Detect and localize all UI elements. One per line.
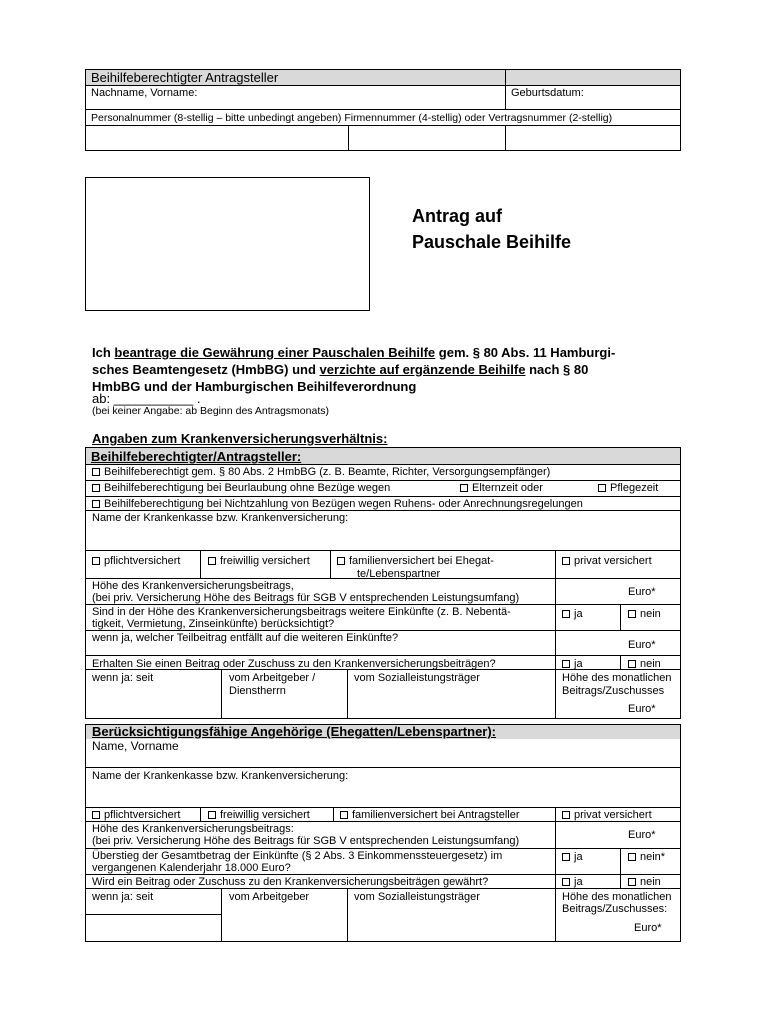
start-date-note: (bei keiner Angabe: ab Beginn des Antragsmonats) xyxy=(92,405,329,417)
option-family[interactable]: familienversichert bei Ehegat- xyxy=(337,555,494,567)
partial-contribution-euro[interactable]: Euro* xyxy=(628,639,656,651)
dep-subsidy-amount-label: Höhe des monatlichen xyxy=(562,891,672,903)
birth-date-field[interactable] xyxy=(506,86,680,108)
option-suspension[interactable]: Beihilfeberechtigung bei Nichtzahlung von Bezügen wegen Ruhens- oder Anrechnungsregelungen xyxy=(92,498,583,510)
checkbox-leave[interactable] xyxy=(92,484,100,492)
checkbox-parental-leave[interactable] xyxy=(460,484,468,492)
dep-subsidy-since-label: wenn ja: seit xyxy=(92,891,154,903)
dep-option-private[interactable]: privat versichert xyxy=(562,809,652,821)
checkbox-care-leave[interactable] xyxy=(598,484,606,492)
checkbox-dep-subsidy-no[interactable] xyxy=(628,878,636,886)
checkbox-dep-income-no[interactable] xyxy=(628,853,636,861)
dep-subsidy-question: Wird ein Beitrag oder Zuschuss zu den Krankenversicherungsbeiträgen gewährt? xyxy=(92,876,489,888)
dep-income-no[interactable]: nein* xyxy=(628,851,665,863)
dependents-section-heading: Berücksichtigungsfähige Angehörige (Ehegatten/Lebenspartner): xyxy=(92,724,497,739)
dep-income-yes[interactable]: ja xyxy=(562,851,583,863)
checkbox-eligible[interactable] xyxy=(92,468,100,476)
dep-subsidy-social-label: vom Sozialleistungsträger xyxy=(354,891,480,903)
option-eligible[interactable]: Beihilfeberechtigt gem. § 80 Abs. 2 HmbBG (z. B. Beamte, Richter, Versorgungsempfänger) xyxy=(92,466,550,478)
checkbox-dep-income-yes[interactable] xyxy=(562,853,570,861)
other-income-label-2: tigkeit, Vermietung, Zinseinkünfte) berücksichtigt? xyxy=(92,618,335,630)
other-income-label: Sind in der Höhe des Krankenversicherungsbeitrags weitere Einkünfte (z. B. Nebentä- xyxy=(92,606,511,618)
subsidy-employer-label-2: Dienstherrn xyxy=(229,685,286,697)
dep-subsidy-no[interactable]: nein xyxy=(628,876,661,888)
checkbox-suspension[interactable] xyxy=(92,500,100,508)
checkbox-private[interactable] xyxy=(562,557,570,565)
dep-subsidy-employer-label: vom Arbeitgeber xyxy=(229,891,310,903)
personal-number-label: Personalnummer (8-stellig – bitte unbedingt angeben) Firmennummer (4-stellig) oder Vertragsnummer (2-stellig) xyxy=(91,112,613,124)
address-box xyxy=(85,177,370,311)
checkbox-dep-subsidy-yes[interactable] xyxy=(562,878,570,886)
dep-subsidy-amount-euro[interactable]: Euro* xyxy=(634,922,662,934)
personal-number-field[interactable] xyxy=(86,126,347,150)
checkbox-other-income-yes[interactable] xyxy=(562,610,570,618)
dep-contribution-note: (bei priv. Versicherung Höhe des Beitrags für SGB V entsprechenden Leistungsumfang) xyxy=(92,835,520,847)
checkbox-dep-mandatory[interactable] xyxy=(92,811,100,819)
checkbox-mandatory[interactable] xyxy=(92,557,100,565)
birth-date-label: Geburtsdatum: xyxy=(511,87,584,99)
dep-option-family[interactable]: familienversichert bei Antragsteller xyxy=(340,809,520,821)
subsidy-amount-euro[interactable]: Euro* xyxy=(628,703,656,715)
contribution-label: Höhe des Krankenversicherungsbeitrags, xyxy=(92,580,294,592)
dep-subsidy-amount-label-2: Beitrags/Zuschusses: xyxy=(562,903,668,915)
subsidy-social-label: vom Sozialleistungsträger xyxy=(354,672,480,684)
name-label: Nachname, Vorname: xyxy=(91,87,198,99)
dependent-insurer-field[interactable] xyxy=(86,782,680,806)
partial-contribution-label: wenn ja, welcher Teilbeitrag entfällt auf die weiteren Einkünfte? xyxy=(92,632,399,644)
option-private[interactable]: privat versichert xyxy=(562,555,652,567)
checkbox-other-income-no[interactable] xyxy=(628,610,636,618)
form-title-line2: Pauschale Beihilfe xyxy=(412,232,572,252)
checkbox-subsidy-yes[interactable] xyxy=(562,660,570,668)
option-care-leave[interactable]: Pflegezeit xyxy=(598,482,658,494)
checkbox-dep-voluntary[interactable] xyxy=(208,811,216,819)
subsidy-question: Erhalten Sie einen Beitrag oder Zuschuss zu den Krankenversicherungsbeiträgen? xyxy=(92,658,496,670)
insurer-name-label: Name der Krankenkasse bzw. Krankenversicherung: xyxy=(92,512,349,524)
option-voluntary[interactable]: freiwillig versichert xyxy=(208,555,310,567)
checkbox-voluntary[interactable] xyxy=(208,557,216,565)
dep-income-question: Überstieg der Gesamtbetrag der Einkünfte (§ 2 Abs. 3 Einkommenssteuergesetz) im xyxy=(92,850,503,862)
subsidy-no[interactable]: nein xyxy=(628,658,661,670)
company-number-field[interactable] xyxy=(349,126,504,150)
dep-subsidy-yes[interactable]: ja xyxy=(562,876,583,888)
checkbox-dep-family[interactable] xyxy=(340,811,348,819)
checkbox-dep-private[interactable] xyxy=(562,811,570,819)
dep-option-mandatory[interactable]: pflichtversichert xyxy=(92,809,180,821)
apply-underlined: beantrage die Gewährung einer Pauschalen Beihilfe xyxy=(114,345,436,360)
option-leave[interactable]: Beihilfeberechtigung bei Beurlaubung ohne Bezüge wegen xyxy=(92,482,390,494)
start-date-line[interactable]: ab: ___________ . xyxy=(92,391,201,406)
subsidy-amount-label: Höhe des monatlichen xyxy=(562,672,672,684)
dependent-insurer-label: Name der Krankenkasse bzw. Krankenversicherung: xyxy=(92,770,349,782)
contribution-note: (bei priv. Versicherung Höhe des Beitrags für SGB V entsprechenden Leistungsumfang) xyxy=(92,592,520,604)
name-field[interactable] xyxy=(86,86,504,108)
contribution-euro[interactable]: Euro* xyxy=(628,586,656,598)
waive-underlined: verzichte auf ergänzende Beihilfe xyxy=(319,362,526,377)
subsidy-since-label: wenn ja: seit xyxy=(92,672,154,684)
applicant-subheading: Beihilfeberechtigter/Antragsteller: xyxy=(91,449,302,464)
subsidy-yes[interactable]: ja xyxy=(562,658,583,670)
dep-option-voluntary[interactable]: freiwillig versichert xyxy=(208,809,310,821)
subsidy-amount-label-2: Beitrags/Zuschusses xyxy=(562,685,665,697)
application-statement: Ich beantrage die Gewährung einer Pauschalen Beihilfe gem. § 80 Abs. 11 Hamburgi- sches Beamtengesetz (HmbBG) und verzichte auf ergänzende Beihilfe nach § 80 HmbBG und der Hamburgischen Beihilfeverordnung xyxy=(92,345,616,394)
contract-number-field[interactable] xyxy=(506,126,680,150)
form-title-line1: Antrag auf xyxy=(412,206,502,226)
option-mandatory[interactable]: pflichtversichert xyxy=(92,555,180,567)
option-family-line2: te/Lebenspartner xyxy=(357,568,441,580)
dependent-name-label: Name, Vorname xyxy=(92,739,179,753)
other-income-no[interactable]: nein xyxy=(628,608,661,620)
insurance-section-heading: Angaben zum Krankenversicherungsverhältnis: xyxy=(92,431,388,446)
form-title xyxy=(412,203,571,255)
other-income-yes[interactable]: ja xyxy=(562,608,583,620)
checkbox-family[interactable] xyxy=(337,557,345,565)
option-parental-leave[interactable]: Elternzeit oder xyxy=(460,482,543,494)
insurer-name-field[interactable] xyxy=(86,525,680,549)
dep-income-question-2: vergangenen Kalenderjahr 18.000 Euro? xyxy=(92,862,291,874)
dep-contribution-euro[interactable]: Euro* xyxy=(628,829,656,841)
applicant-section-title: Beihilfeberechtigter Antragsteller xyxy=(91,70,279,85)
dependent-name-field[interactable] xyxy=(86,753,680,767)
checkbox-subsidy-no[interactable] xyxy=(628,660,636,668)
subsidy-employer-label: vom Arbeitgeber / xyxy=(229,672,316,684)
dep-contribution-label: Höhe des Krankenversicherungsbeitrags: xyxy=(92,823,294,835)
